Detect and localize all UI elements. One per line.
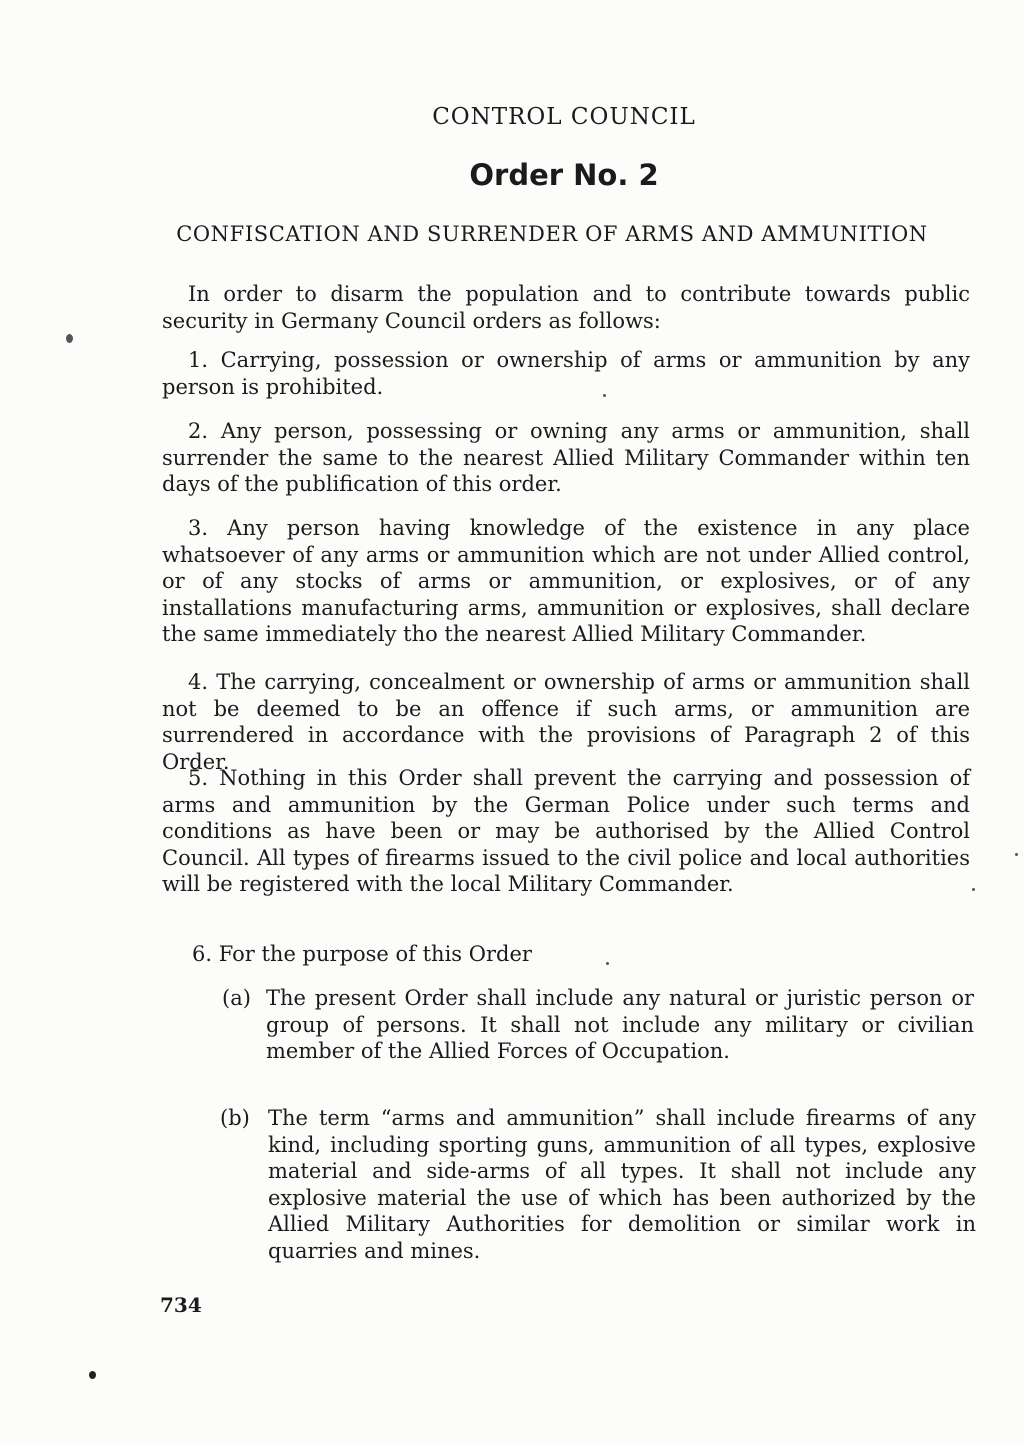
subclause-b-label: (b) [220, 1106, 250, 1130]
paragraph-6: 6. For the purpose of this Order [192, 942, 532, 966]
order-subtitle: CONFISCATION AND SURRENDER OF ARMS AND AMMUNITION [176, 222, 928, 246]
paragraph-1: 1. Carrying, possession or ownership of arms or ammunition by any person is prohibited. [162, 348, 970, 399]
scan-speck [1015, 853, 1018, 856]
scan-speck [603, 394, 606, 397]
order-title: Order No. 2 [469, 158, 659, 192]
scan-speck [606, 962, 609, 965]
subclause-b-text: The term “arms and ammunition” shall include firearms of any kind, including sporting guns, ammunition of all types, explosive material and side-arms of all types. It shall not include any explosive material the use of which has been authorized by the Allied Military Authorities for demolition or similar work in quarries and mines. [268, 1106, 976, 1263]
paragraph-2: 2. Any person, possessing or owning any arms or ammunition, shall surrender the same to the nearest Allied Military Commander within ten days of the publification of this order. [162, 419, 970, 496]
scan-speck [972, 888, 975, 891]
paragraph-4: 4. The carrying, concealment or ownership of arms or ammunition shall not be deemed to be an offence if such arms, or ammunition are surrendered in accordance with the provisions of Paragraph 2 of this Order. [162, 670, 970, 774]
subclause-a-label: (a) [222, 986, 251, 1010]
council-heading: CONTROL COUNCIL [432, 104, 696, 130]
scan-speck [89, 1371, 96, 1379]
paragraph-5: 5. Nothing in this Order shall prevent the carrying and possession of arms and ammunition by the German Police under such terms and conditions as have been or may be authorised by the Allied Control Council. All types of firearms issued to the civil police and local authorities will be registered with the local Military Commander. [162, 766, 970, 896]
intro-paragraph: In order to disarm the population and to contribute towards public security in Germany Council orders as follows: [162, 282, 970, 333]
paragraph-3: 3. Any person having knowledge of the existence in any place whatsoever of any arms or ammunition which are not under Allied control, or of any stocks of arms or ammunition, or explosives, or of any installations manufacturing arms, ammunition or explosives, shall declare the same immediately tho the nearest Allied Military Commander. [162, 516, 970, 646]
page-number: 734 [160, 1293, 202, 1317]
subclause-a-text: The present Order shall include any natural or juristic person or group of persons. It shall not include any military or civilian member of the Allied Forces of Occupation. [266, 986, 974, 1063]
scan-speck [66, 334, 73, 343]
